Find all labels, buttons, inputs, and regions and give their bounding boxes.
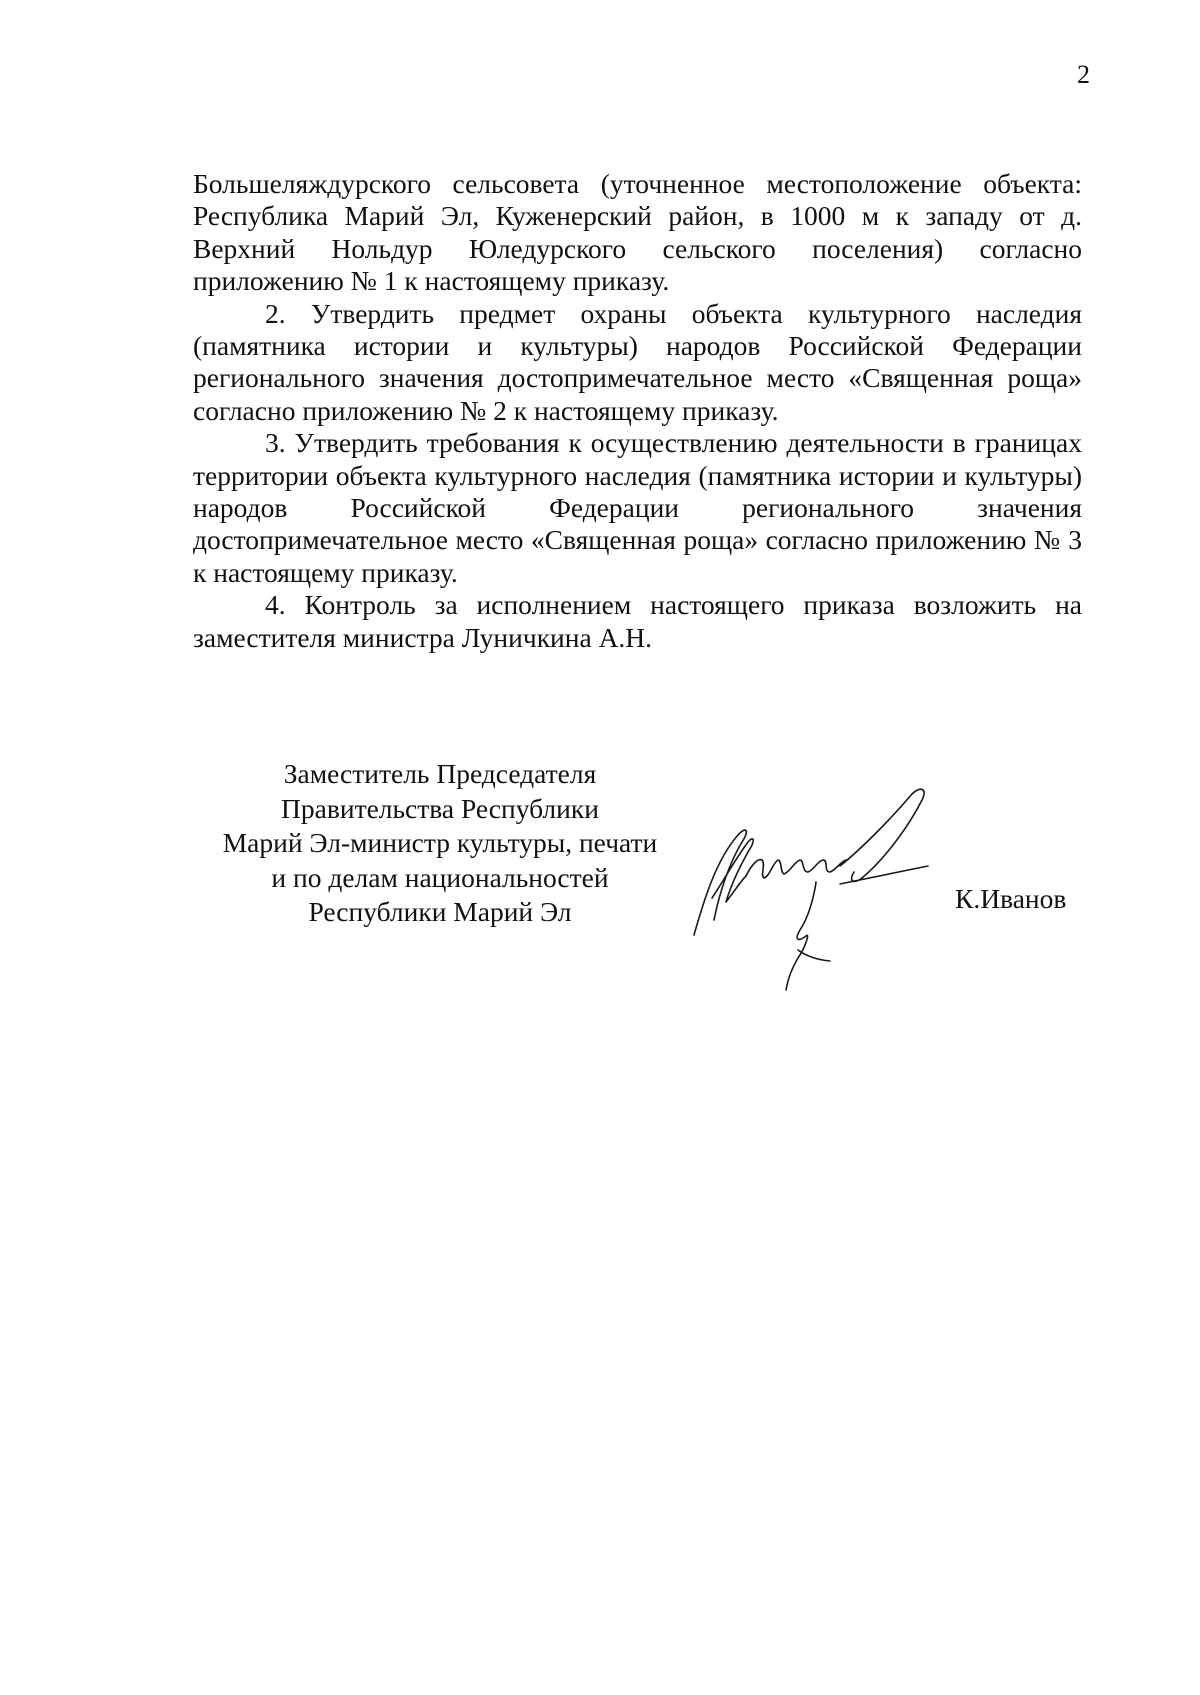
signatory-title-line: Заместитель Председателя	[283, 758, 597, 789]
paragraph-item-2: 2. Утвердить предмет охраны объекта культурного наследия (памятника истории и культуры) народов Российской Федерации регионального значения достопримечательное место «Священная роща» согласно приложению № 2 к настоящему приказу.	[193, 297, 1082, 426]
page-number: 2	[1077, 60, 1090, 89]
signatory-title-line: и по делам национальностей	[271, 861, 609, 893]
paragraph-item-4: 4. Контроль за исполнением настоящего приказа возложить на заместителя министра Луничкина А.Н.	[193, 589, 1082, 653]
signer-name: К.Иванов	[955, 883, 1067, 914]
document-body	[193, 168, 1082, 654]
signatory-title-line: Республики Марий Эл	[308, 896, 572, 927]
signatory-title-line: Марий Эл-министр культуры, печати	[222, 827, 658, 858]
signatory-title-line: Правительства Республики	[281, 792, 599, 824]
signatory-block	[190, 757, 690, 930]
handwritten-signature-icon	[690, 780, 1000, 1000]
paragraph-continuation: Большеляждурского сельсовета (уточненное местоположение объекта: Республика Марий Эл, Куженерский район, в 1000 м к западу от д. Верхний Нольдур Юледурского сельского поселения) согласно приложению № 1 к настоящему приказу.	[193, 168, 1082, 297]
paragraph-item-3: 3. Утвердить требования к осуществлению деятельности в границах территории объекта культурного наследия (памятника истории и культуры) народов Российской Федерации регионального значения достопримечательное место «Священная роща» согласно приложению № 3 к настоящему приказу.	[193, 427, 1082, 588]
